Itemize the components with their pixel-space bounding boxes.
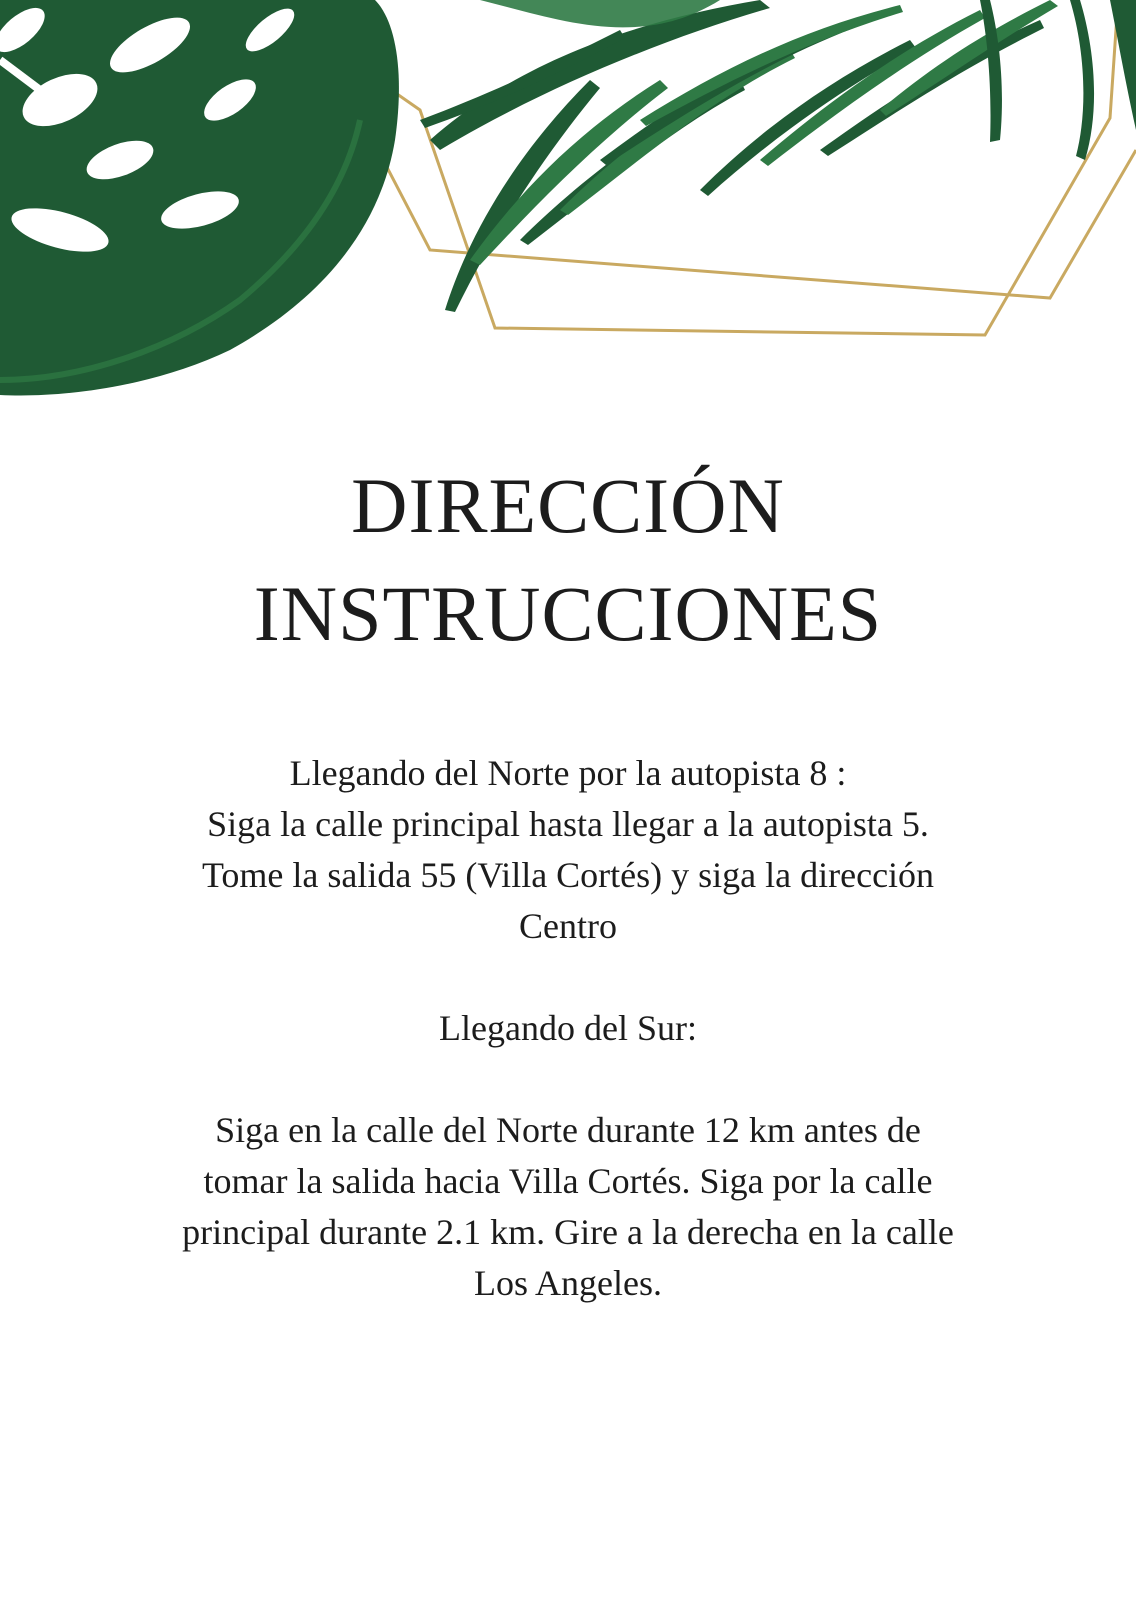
spacer (90, 1054, 1046, 1105)
north-line: Centro (519, 906, 617, 946)
palm-frond-icon (420, 0, 1136, 312)
south-line: Siga en la calle del Norte durante 12 km antes de (215, 1110, 921, 1150)
south-heading: Llegando del Sur: (439, 1008, 697, 1048)
south-line: Los Angeles. (474, 1263, 662, 1303)
directions-text (90, 748, 1046, 1309)
title-line-2: INSTRUCCIONES (253, 570, 883, 657)
title-line-1: DIRECCIÓN (351, 462, 785, 549)
monstera-leaf-icon (0, 0, 399, 395)
south-line: principal durante 2.1 km. Gire a la derecha en la calle (182, 1212, 954, 1252)
south-line: tomar la salida hacia Villa Cortés. Siga por la calle (203, 1161, 933, 1201)
north-line: Tome la salida 55 (Villa Cortés) y siga la dirección (201, 855, 935, 895)
north-heading: Llegando del Norte por la autopista 8 : (289, 753, 847, 793)
north-line: Siga la calle principal hasta llegar a la autopista 5. (207, 804, 929, 844)
tropical-header-decoration (0, 0, 1136, 420)
page-title (0, 452, 1136, 668)
spacer (90, 952, 1046, 1003)
